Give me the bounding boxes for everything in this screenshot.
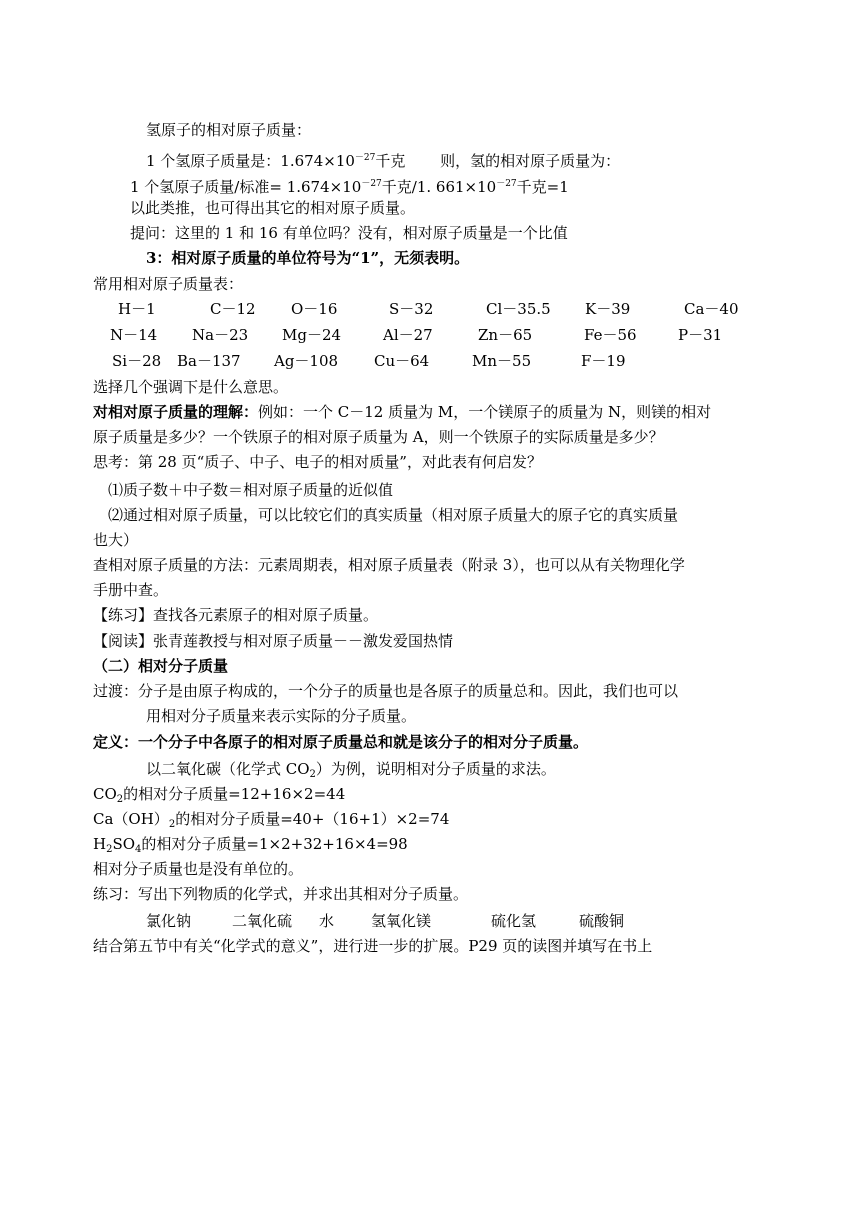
- emphasize-line: 选择几个强调下是什么意思。: [93, 378, 289, 396]
- closing-line: 结合第五节中有关“化学式的意义”，进行进一步的扩展。P29 页的读图并填写在书上: [93, 937, 653, 955]
- atomic-mass-entry: Si－28: [112, 352, 162, 370]
- atomic-mass-entry: Cu－64: [374, 352, 430, 370]
- lookup-line: 查相对原子质量的方法：元素周期表，相对原子质量表（附录 3），也可以从有关物理化学: [93, 556, 685, 574]
- atomic-mass-entry: H－1: [118, 300, 156, 318]
- atomic-mass-row: [0, 323, 860, 347]
- substance-item: 硫化氢: [491, 912, 537, 930]
- caoh2-calc-line: $Ca(OH)_2$的相对分子质量=40+（16+1）×2=74: [93, 810, 450, 830]
- atomic-mass-entry: Al－27: [383, 326, 433, 344]
- section-heading: （二）相对分子质量: [93, 657, 229, 675]
- atomic-mass-entry: Fe－56: [584, 326, 637, 344]
- atomic-mass-entry: Ca－40: [684, 300, 739, 318]
- atomic-mass-entry: Ag－108: [274, 352, 339, 370]
- atomic-mass-entry: O－16: [291, 300, 338, 318]
- practice-line: 练习：写出下列物质的化学式，并求出其相对分子质量。: [93, 885, 469, 903]
- definition-line: 定义：一个分子中各原子的相对原子质量总和就是该分子的相对分子质量。: [93, 733, 589, 751]
- exercise-line: 【练习】查找各元素原子的相对原子质量。: [93, 606, 379, 624]
- substance-list: [0, 909, 860, 933]
- unit-note: 3：相对原子质量的单位符号为“1”，无须表明。: [146, 249, 470, 267]
- reading-line: 【阅读】张青莲教授与相对原子质量－－激发爱国热情: [93, 632, 454, 650]
- atomic-mass-row: [0, 297, 860, 321]
- point-2: ⑵通过相对原子质量，可以比较它们的真实质量（相对原子质量大的原子它的真实质量: [108, 506, 679, 524]
- hydrogen-calc-line: 1 个氢原子质量/标准= $1.674\times 10^{-27}$千克/1. $661\times 10^{-27}$千克=1: [130, 178, 569, 196]
- atomic-mass-entry: Cl－35.5: [486, 300, 551, 318]
- lookup-line-2: 手册中查。: [93, 581, 169, 599]
- atomic-mass-entry: C－12: [210, 300, 256, 318]
- transition-line: 过渡：分子是由原子构成的，一个分子的质量也是各原子的质量总和。因此，我们也可以: [93, 682, 679, 700]
- analogy-line: 以此类推，也可得出其它的相对原子质量。: [130, 199, 416, 217]
- understanding-line-2: 原子质量是多少？一个铁原子的相对原子质量为 A，则一个铁原子的实际质量是多少？: [93, 428, 664, 446]
- atomic-mass-entry: Mn－55: [472, 352, 532, 370]
- understanding-line: 对相对原子质量的理解：例如：一个 C－12 质量为 M，一个镁原子的质量为 N，则镁的相对: [93, 403, 712, 421]
- h2so4-calc-line: $H_2SO_4$的相对分子质量=1×2+32+16×4=98: [93, 835, 408, 855]
- example-line: 以二氧化碳（化学式 $CO_2$）为例，说明相对分子质量的求法。: [146, 760, 556, 780]
- atomic-mass-entry: S－32: [389, 300, 434, 318]
- substance-item: 二氧化硫: [232, 912, 293, 930]
- atomic-mass-entry: K－39: [585, 300, 631, 318]
- hydrogen-heading: 氢原子的相对原子质量：: [146, 121, 312, 139]
- atomic-mass-entry: Ba－137: [177, 352, 241, 370]
- atomic-mass-row: [0, 349, 860, 373]
- no-unit-line: 相对分子质量也是没有单位的。: [93, 860, 304, 878]
- think-line: 思考：第 28 页“质子、中子、电子的相对质量”，对此表有何启发？: [93, 453, 542, 471]
- atomic-mass-entry: Zn－65: [478, 326, 533, 344]
- atomic-mass-entry: F－19: [581, 352, 626, 370]
- atomic-mass-entry: Mg－24: [282, 326, 342, 344]
- atomic-mass-entry: Na－23: [192, 326, 249, 344]
- transition-line-2: 用相对分子质量来表示实际的分子质量。: [146, 707, 417, 725]
- substance-item: 氢氧化镁: [371, 912, 432, 930]
- point-1: ⑴质子数＋中子数＝相对原子质量的近似值: [108, 481, 394, 499]
- hydrogen-mass-line: 1 个氢原子质量是：$1.674\times 10^{-27}$千克 则，氢的相对原子质量为：: [146, 152, 621, 170]
- substance-item: 水: [319, 912, 335, 930]
- question-line: 提问：这里的 1 和 16 有单位吗？没有，相对原子质量是一个比值: [130, 224, 568, 242]
- substance-item: 硫酸铜: [579, 912, 625, 930]
- atomic-mass-entry: P－31: [678, 326, 723, 344]
- atomic-mass-entry: N－14: [110, 326, 158, 344]
- point-2-cont: 也大）: [93, 531, 139, 549]
- table-title: 常用相对原子质量表：: [93, 275, 244, 293]
- co2-calc-line: $CO_2$的相对分子质量=12+16×2=44: [93, 785, 346, 805]
- substance-item: 氯化钠: [146, 912, 192, 930]
